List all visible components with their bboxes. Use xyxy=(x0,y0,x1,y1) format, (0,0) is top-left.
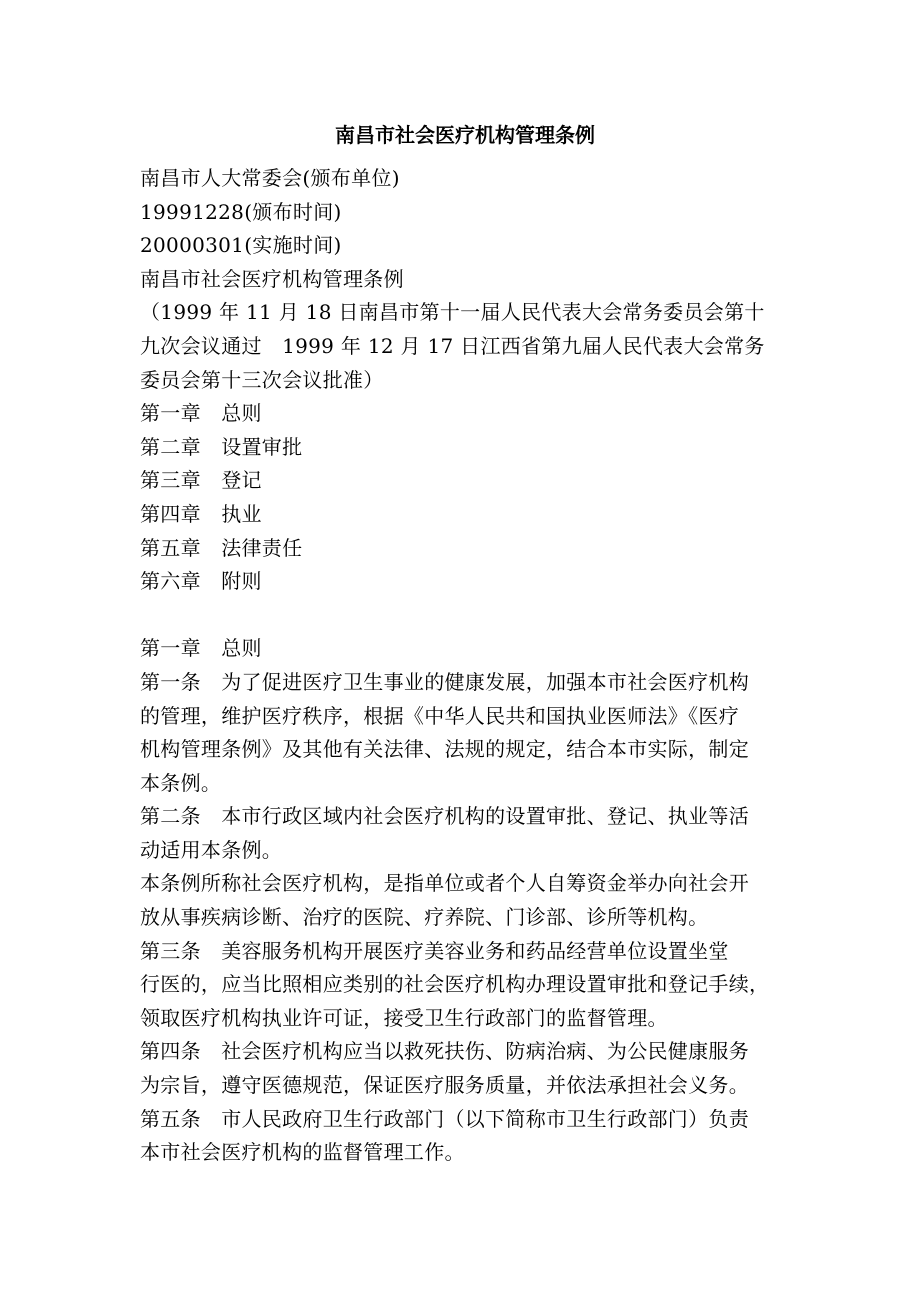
document-body xyxy=(140,162,790,1170)
text-line: 机构管理条例》及其他有关法律、法规的规定，结合本市实际，制定 xyxy=(140,737,749,762)
text-line: 第一条 为了促进医疗卫生事业的健康发展，加强本市社会医疗机构 xyxy=(140,669,749,694)
text-line: 本市社会医疗机构的监督管理工作。 xyxy=(140,1140,465,1165)
text-line: 第三条 美容服务机构开展医疗美容业务和药品经营单位设置坐堂 xyxy=(140,938,729,963)
text-line: 第一章 总则 xyxy=(140,401,262,426)
text-line: 第一章 总则 xyxy=(140,636,262,661)
text-line: 动适用本条例。 xyxy=(140,837,283,862)
text-line: 20000301(实施时间) xyxy=(140,233,342,258)
text-line: 第四章 执业 xyxy=(140,501,262,526)
blank-line xyxy=(140,599,790,633)
text-line: 第二条 本市行政区域内社会医疗机构的设置审批、登记、执业等活 xyxy=(140,804,749,829)
text-line: 第四条 社会医疗机构应当以救死扶伤、防病治病、为公民健康服务 xyxy=(140,1039,749,1064)
text-line: 领取医疗机构执业许可证，接受卫生行政部门的监督管理。 xyxy=(140,1005,668,1030)
text-line: （1999 年 11 月 18 日南昌市第十一届人民代表大会常务委员会第十 xyxy=(140,300,765,325)
text-line: 行医的，应当比照相应类别的社会医疗机构办理设置审批和登记手续， xyxy=(140,972,770,997)
text-line: 本条例。 xyxy=(140,770,222,795)
text-line: 委员会第十三次会议批准） xyxy=(140,367,384,392)
text-line: 本条例所称社会医疗机构，是指单位或者个人自筹资金举办向社会开 xyxy=(140,871,749,896)
text-line: 的管理，维护医疗秩序，根据《中华人民共和国执业医师法》《医疗 xyxy=(140,703,739,728)
text-line: 19991228(颁布时间) xyxy=(140,199,342,224)
text-line: 第五章 法律责任 xyxy=(140,535,303,560)
text-line: 放从事疾病诊断、治疗的医院、疗养院、门诊部、诊所等机构。 xyxy=(140,905,709,930)
text-line: 第五条 市人民政府卫生行政部门（以下简称市卫生行政部门）负责 xyxy=(140,1106,749,1131)
document-page xyxy=(140,118,790,1170)
text-line: 南昌市人大常委会(颁布单位) xyxy=(140,166,400,190)
text-line: 九次会议通过 1999 年 12 月 17 日江西省第九届人民代表大会常务 xyxy=(140,333,765,358)
text-line: 南昌市社会医疗机构管理条例 xyxy=(140,266,404,291)
text-line: 第二章 设置审批 xyxy=(140,434,303,459)
text-line: 第三章 登记 xyxy=(140,468,262,493)
text-line: 为宗旨，遵守医德规范，保证医疗服务质量，并依法承担社会义务。 xyxy=(140,1073,749,1098)
document-title: 南昌市社会医疗机构管理条例 xyxy=(335,123,595,147)
text-line: 第六章 附则 xyxy=(140,569,262,594)
